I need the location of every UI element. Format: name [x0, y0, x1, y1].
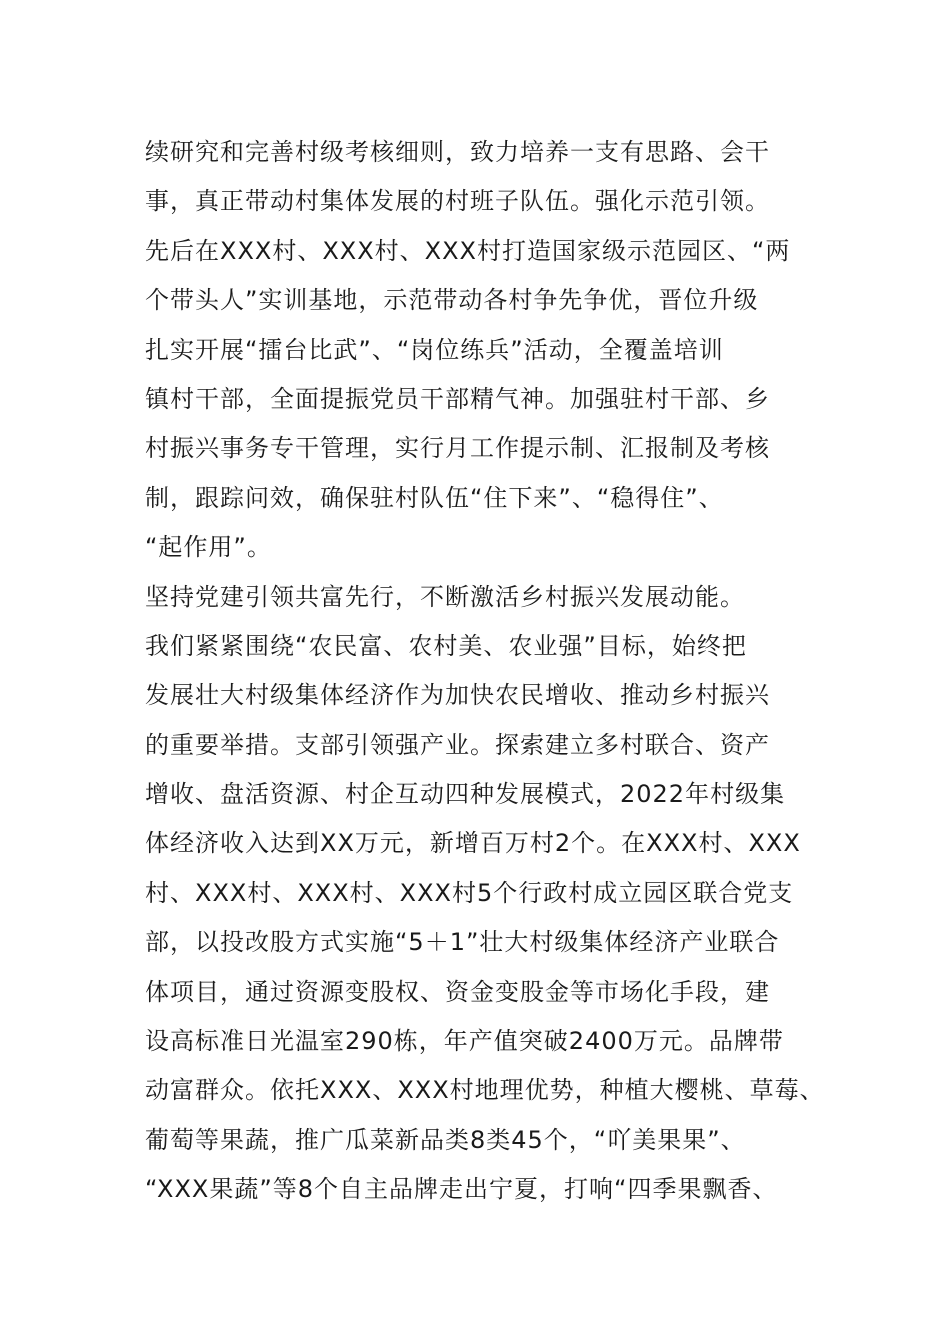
text-line: “XXX果蔬”等8个自主品牌走出宁夏，打响“四季果飘香、	[145, 1175, 778, 1204]
text-line: 个带头人”实训基地，示范带动各村争先争优，晋位升级	[145, 286, 759, 315]
text-line: 镇村干部，全面提振党员干部精气神。加强驻村干部、乡	[145, 384, 770, 413]
section-heading: 坚持党建引领共富先行，不断激活乡村振兴发展动能。	[145, 582, 745, 611]
text-line: 的重要举措。支部引领强产业。探索建立多村联合、资产	[145, 730, 770, 759]
text-line: 扎实开展“擂台比武”、“岗位练兵”活动，全覆盖培训	[145, 335, 724, 364]
text-line: 先后在XXX村、XXX村、XXX村打造国家级示范园区、“两	[145, 236, 791, 265]
text-line: 部，以投改股方式实施“5＋1”壮大村级集体经济产业联合	[145, 928, 780, 957]
body-text	[145, 128, 835, 1215]
text-line: “起作用”。	[145, 533, 272, 562]
text-line: 动富群众。依托XXX、XXX村地理优势，种植大樱桃、草莓、	[145, 1076, 825, 1105]
text-line: 葡萄等果蔬，推广瓜菜新品类8类45个，“吖美果果”、	[145, 1125, 746, 1154]
text-line: 体项目，通过资源变股权、资金变股金等市场化手段，建	[145, 977, 770, 1006]
text-line: 设高标准日光温室290栋，年产值突破2400万元。品牌带	[145, 1027, 784, 1056]
text-line: 村振兴事务专干管理，实行月工作提示制、汇报制及考核	[145, 434, 770, 463]
text-line: 发展壮大村级集体经济作为加快农民增收、推动乡村振兴	[145, 681, 770, 710]
text-line: 事，真正带动村集体发展的村班子队伍。强化示范引领。	[145, 187, 770, 216]
text-line: 我们紧紧围绕“农民富、农村美、农业强”目标，始终把	[145, 631, 747, 660]
text-line: 体经济收入达到XX万元，新增百万村2个。在XXX村、XXX	[145, 829, 801, 858]
text-line: 制，跟踪问效，确保驻村队伍“住下来”、“稳得住”、	[145, 483, 724, 512]
text-line: 村、XXX村、XXX村、XXX村5个行政村成立园区联合党支	[145, 878, 794, 907]
text-line: 增收、盘活资源、村企互动四种发展模式，2022年村级集	[145, 780, 786, 809]
text-line: 续研究和完善村级考核细则，致力培养一支有思路、会干	[145, 138, 770, 166]
